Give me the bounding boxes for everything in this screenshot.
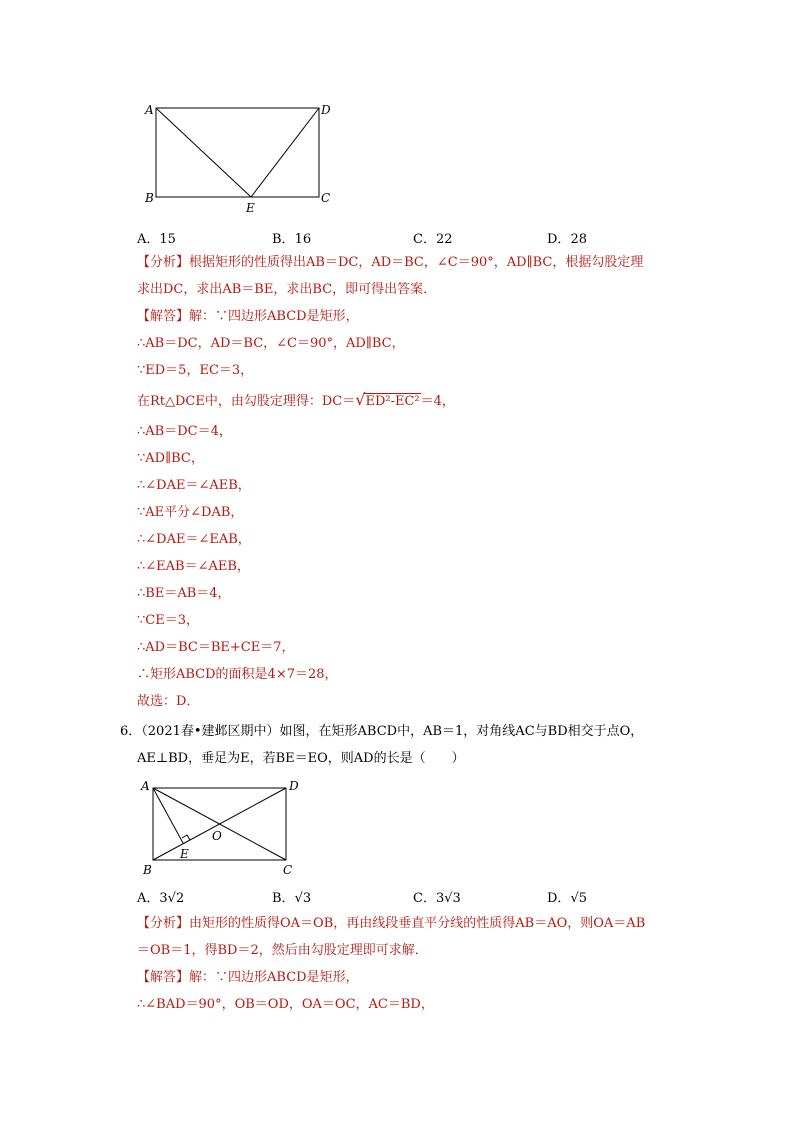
q6-question-line1: 6．（2021春•建邺区期中）如图，在矩形ABCD中，AB＝1，对角线AC与BD相交于点O， [120,724,644,739]
q6-option-c: C．3√3 [413,891,461,906]
label-b: B [145,191,154,205]
q5-solution-line13: ∴AD＝BC＝BE+CE＝7， [137,640,295,655]
q6-analysis-line1: 【分析】由矩形的性质得OA＝OB，再由线段垂直平分线的性质得AB＝AO，则OA＝AB [137,916,646,931]
q6-solution-line2: ∴∠BAD＝90°，OB＝OD，OA＝OC，AC＝BD， [137,997,434,1012]
label-a: A [141,779,150,793]
label-o: O [212,829,222,843]
q6-option-d: D．√5 [547,891,587,906]
q5-solution-line5: ∴AB＝DC＝4， [137,424,232,439]
q5-option-d: D．28 [547,232,587,247]
label-c: C [283,863,293,877]
right-angle-mark [182,835,190,840]
q5-option-b: B．16 [272,232,312,247]
q6-option-b: B．√3 [272,891,312,906]
q5-solution-line15: 故选：D． [137,694,200,709]
q5-option-c: C．22 [413,232,453,247]
q5-analysis-line1: 【分析】根据矩形的性质得出AB＝DC，AD＝BC，∠C＝90°，AD∥BC，根据勾股定理 [137,255,644,270]
q5-solution-line1: 【解答】解：∵四边形ABCD是矩形， [137,309,359,324]
q6-solution-line1: 【解答】解：∵四边形ABCD是矩形， [137,970,359,985]
q5-solution-line8: ∵AE平分∠DAB， [137,505,244,520]
q5-analysis-line2: 求出DC，求出AB＝BE，求出BC，即可得出答案． [137,282,437,297]
q5-option-a: A．15 [137,232,176,247]
q5-solution-line6: ∵AD∥BC， [137,451,204,466]
q5-solution-line7: ∴∠DAE＝∠AEB， [137,478,251,493]
q6-option-a: A．3√2 [137,891,185,906]
q6-analysis-line2: ＝OB＝1，得BD＝2，然后由勾股定理即可求解． [137,943,428,958]
q5-solution-line4: 在Rt△DCE中，由勾股定理得：DC＝√ED²-EC²＝4， [137,390,455,409]
label-e: E [180,847,189,861]
figure-rectangle-abcd [140,96,340,216]
q5-solution-line11: ∴BE＝AB＝4， [137,586,231,601]
q5-solution-line10: ∴∠EAB＝∠AEB， [137,559,250,574]
q5-solution-line9: ∴∠DAE＝∠EAB， [137,532,251,547]
label-b: B [143,863,152,877]
label-d: D [321,103,331,117]
segment-de [251,108,319,197]
q5-solution-line2: ∴AB＝DC，AD＝BC，∠C＝90°，AD∥BC， [137,336,405,351]
label-e: E [246,201,255,215]
figure-rectangle-with-diagonals [138,776,308,878]
rect-abcd [156,108,319,197]
q5-solution-line14: ∴矩形ABCD的面积是4×7＝28， [137,667,338,682]
q6-question-line2: AE⊥BD，垂足为E，若BE＝EO，则AD的长是（ ） [137,751,465,766]
label-c: C [321,191,331,205]
q5-solution-line3: ∵ED＝5，EC＝3， [137,363,254,378]
segment-ae [156,108,251,197]
q5-solution-line12: ∵CE＝3， [137,613,199,628]
label-d: D [289,779,299,793]
label-a: A [145,103,154,117]
